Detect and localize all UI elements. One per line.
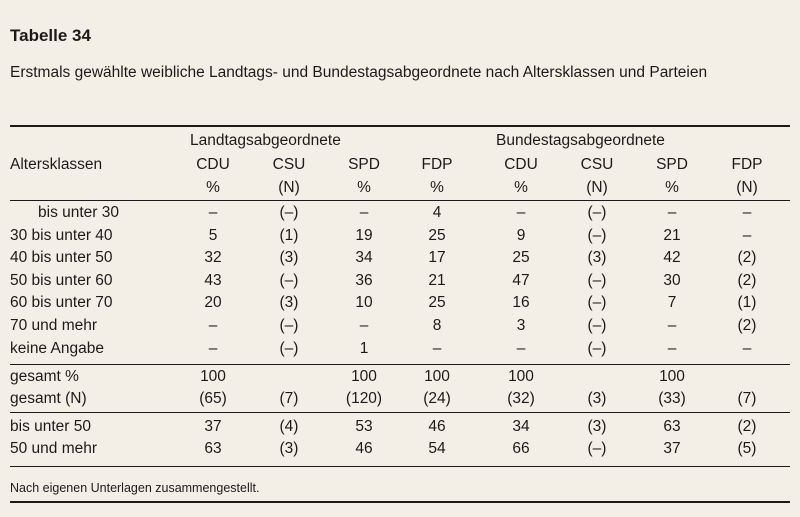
summary-row-cell: (2) — [737, 418, 757, 435]
table-row-cell: 25 — [512, 249, 530, 267]
table-row-cell: (–) — [587, 339, 607, 357]
table-row-cell: – — [516, 339, 526, 357]
table-row-label: 50 bis unter 60 — [10, 271, 113, 289]
footnote: Nach eigenen Unterlagen zusammengestellt. — [10, 481, 260, 495]
table-row-cell: – — [208, 204, 218, 221]
table-row-cell: – — [667, 317, 677, 334]
column-header-party: SPD — [656, 156, 688, 173]
table-row-cell: 43 — [204, 271, 222, 289]
table-row-cell: 25 — [428, 226, 446, 244]
group-header-landtag: Landtagsabgeordnete — [190, 132, 341, 149]
summary-row-cell: (5) — [737, 440, 757, 457]
table-row-cell: 32 — [204, 249, 222, 267]
table-row-cell: (–) — [587, 204, 607, 221]
table-row-cell: – — [516, 204, 526, 221]
table-row-cell: (–) — [587, 317, 607, 334]
summary-row-cell: 37 — [204, 418, 222, 435]
table-row-cell: 9 — [516, 226, 526, 244]
summary-row-cell: 66 — [512, 440, 530, 457]
table-row-cell: (3) — [587, 249, 607, 267]
table-row-cell: (2) — [737, 271, 757, 289]
table-row-cell: (1) — [737, 294, 757, 312]
table-row-cell: (2) — [737, 249, 757, 267]
column-header-party: CSU — [580, 156, 614, 173]
table-row-cell: – — [667, 339, 677, 357]
table-row-cell: 16 — [512, 294, 530, 312]
table-row-cell: – — [208, 317, 218, 334]
table-subtitle: Erstmals gewählte weibliche Landtags- und Bundestagsabgeordnete nach Altersklassen und Parteien — [10, 64, 708, 81]
table-row-cell: 19 — [355, 226, 373, 244]
table-row-cell: – — [359, 204, 369, 221]
table-row-cell: 10 — [355, 294, 373, 312]
table-row-label: 60 bis unter 70 — [10, 294, 113, 312]
table-row-cell: (–) — [587, 271, 607, 289]
table-row-cell: (3) — [279, 294, 299, 312]
table-row-cell: – — [742, 339, 752, 357]
table-row-cell: 3 — [516, 317, 526, 334]
column-header-party: FDP — [731, 156, 763, 173]
totals-rule — [10, 364, 790, 365]
total-row-cell: (7) — [279, 390, 299, 407]
table-row-cell: 8 — [432, 317, 442, 334]
total-row-cell: (32) — [507, 390, 535, 407]
total-row-cell: 100 — [659, 368, 685, 385]
table-row-label: 40 bis unter 50 — [10, 249, 113, 267]
column-header-unit: (N) — [586, 179, 608, 196]
table-row-cell: – — [359, 317, 369, 334]
summary-row-cell: (3) — [587, 418, 607, 435]
summary-row-cell: (4) — [279, 418, 299, 435]
total-row-cell: (33) — [658, 390, 686, 407]
column-header-unit: % — [514, 179, 528, 196]
column-header-unit: % — [357, 179, 371, 196]
table-row-cell: 42 — [663, 249, 681, 267]
table-row-cell: (2) — [737, 317, 757, 334]
column-header-unit: % — [206, 179, 220, 196]
table-row-cell: (–) — [279, 271, 299, 289]
table-row-cell: (–) — [587, 294, 607, 312]
total-row-cell: 100 — [351, 368, 377, 385]
table-row-cell: 20 — [204, 294, 222, 312]
summary-rule — [10, 412, 790, 413]
total-row-cell: 100 — [508, 368, 534, 385]
table-row-cell: 4 — [432, 204, 442, 221]
table-row-cell: – — [667, 204, 677, 221]
bottom-rule — [10, 466, 790, 467]
footnote-rule — [10, 501, 790, 503]
summary-row-cell: 37 — [663, 440, 681, 457]
table-row-cell: 47 — [512, 271, 530, 289]
total-row-cell: 100 — [424, 368, 450, 385]
table-row-cell: 36 — [355, 271, 373, 289]
table-title: Tabelle 34 — [10, 26, 91, 45]
total-row-cell: (24) — [423, 390, 451, 407]
table-row-label: 70 und mehr — [10, 317, 98, 334]
summary-row-cell: 54 — [428, 440, 446, 457]
table-row-cell: 21 — [428, 271, 446, 289]
total-row-cell: (120) — [345, 390, 383, 407]
total-row-label: gesamt (N) — [10, 390, 87, 407]
summary-row-cell: 53 — [355, 418, 373, 435]
summary-row-cell: (–) — [587, 440, 607, 457]
table-row-cell: – — [742, 226, 752, 244]
summary-row-cell: 63 — [663, 418, 681, 435]
table-row-cell: 7 — [667, 294, 677, 312]
table-row-cell: 34 — [355, 249, 373, 267]
column-header-unit: % — [430, 179, 444, 196]
column-header-party: CDU — [504, 156, 538, 173]
total-row-label: gesamt % — [10, 368, 79, 385]
table-row-cell: (1) — [279, 226, 299, 244]
summary-row-cell: 34 — [512, 418, 530, 435]
header-rule — [10, 200, 790, 201]
table-row-cell: (3) — [279, 249, 299, 267]
column-header-party: CDU — [196, 156, 230, 173]
table-row-cell: – — [742, 204, 752, 221]
column-header-party: SPD — [348, 156, 380, 173]
table-row-label: 30 bis unter 40 — [10, 226, 113, 244]
column-header-party: CSU — [272, 156, 306, 173]
top-rule — [10, 125, 790, 127]
total-row-cell: (3) — [587, 390, 607, 407]
summary-row-cell: 46 — [355, 440, 373, 457]
column-header-party: FDP — [421, 156, 453, 173]
table-row-cell: (–) — [587, 226, 607, 244]
summary-row-cell: 46 — [428, 418, 446, 435]
summary-row-cell: 63 — [204, 440, 222, 457]
total-row-cell: (7) — [737, 390, 757, 407]
table-row-cell: – — [432, 339, 442, 357]
table-row-cell: 30 — [663, 271, 681, 289]
table-row-label: keine Angabe — [10, 339, 104, 357]
summary-row-label: bis unter 50 — [10, 418, 91, 435]
summary-row-cell: (3) — [279, 440, 299, 457]
table-row-cell: – — [208, 339, 218, 357]
row-label-header: Altersklassen — [10, 156, 103, 173]
table-row-cell: 1 — [359, 339, 369, 357]
table-row-cell: (–) — [279, 339, 299, 357]
table-row-cell: (–) — [279, 317, 299, 334]
table-row-cell: (–) — [279, 204, 299, 221]
table-row-cell: 21 — [663, 226, 681, 244]
table-row-cell: 5 — [208, 226, 218, 244]
column-header-unit: (N) — [736, 179, 758, 196]
summary-row-label: 50 und mehr — [10, 440, 98, 457]
total-row-cell: (65) — [199, 390, 227, 407]
table-row-label: bis unter 30 — [38, 204, 119, 221]
column-header-unit: (N) — [278, 179, 300, 196]
total-row-cell: 100 — [200, 368, 226, 385]
table-row-cell: 17 — [428, 249, 446, 267]
group-header-bundestag: Bundestagsabgeordnete — [496, 132, 665, 149]
table-row-cell: 25 — [428, 294, 446, 312]
column-header-unit: % — [665, 179, 679, 196]
